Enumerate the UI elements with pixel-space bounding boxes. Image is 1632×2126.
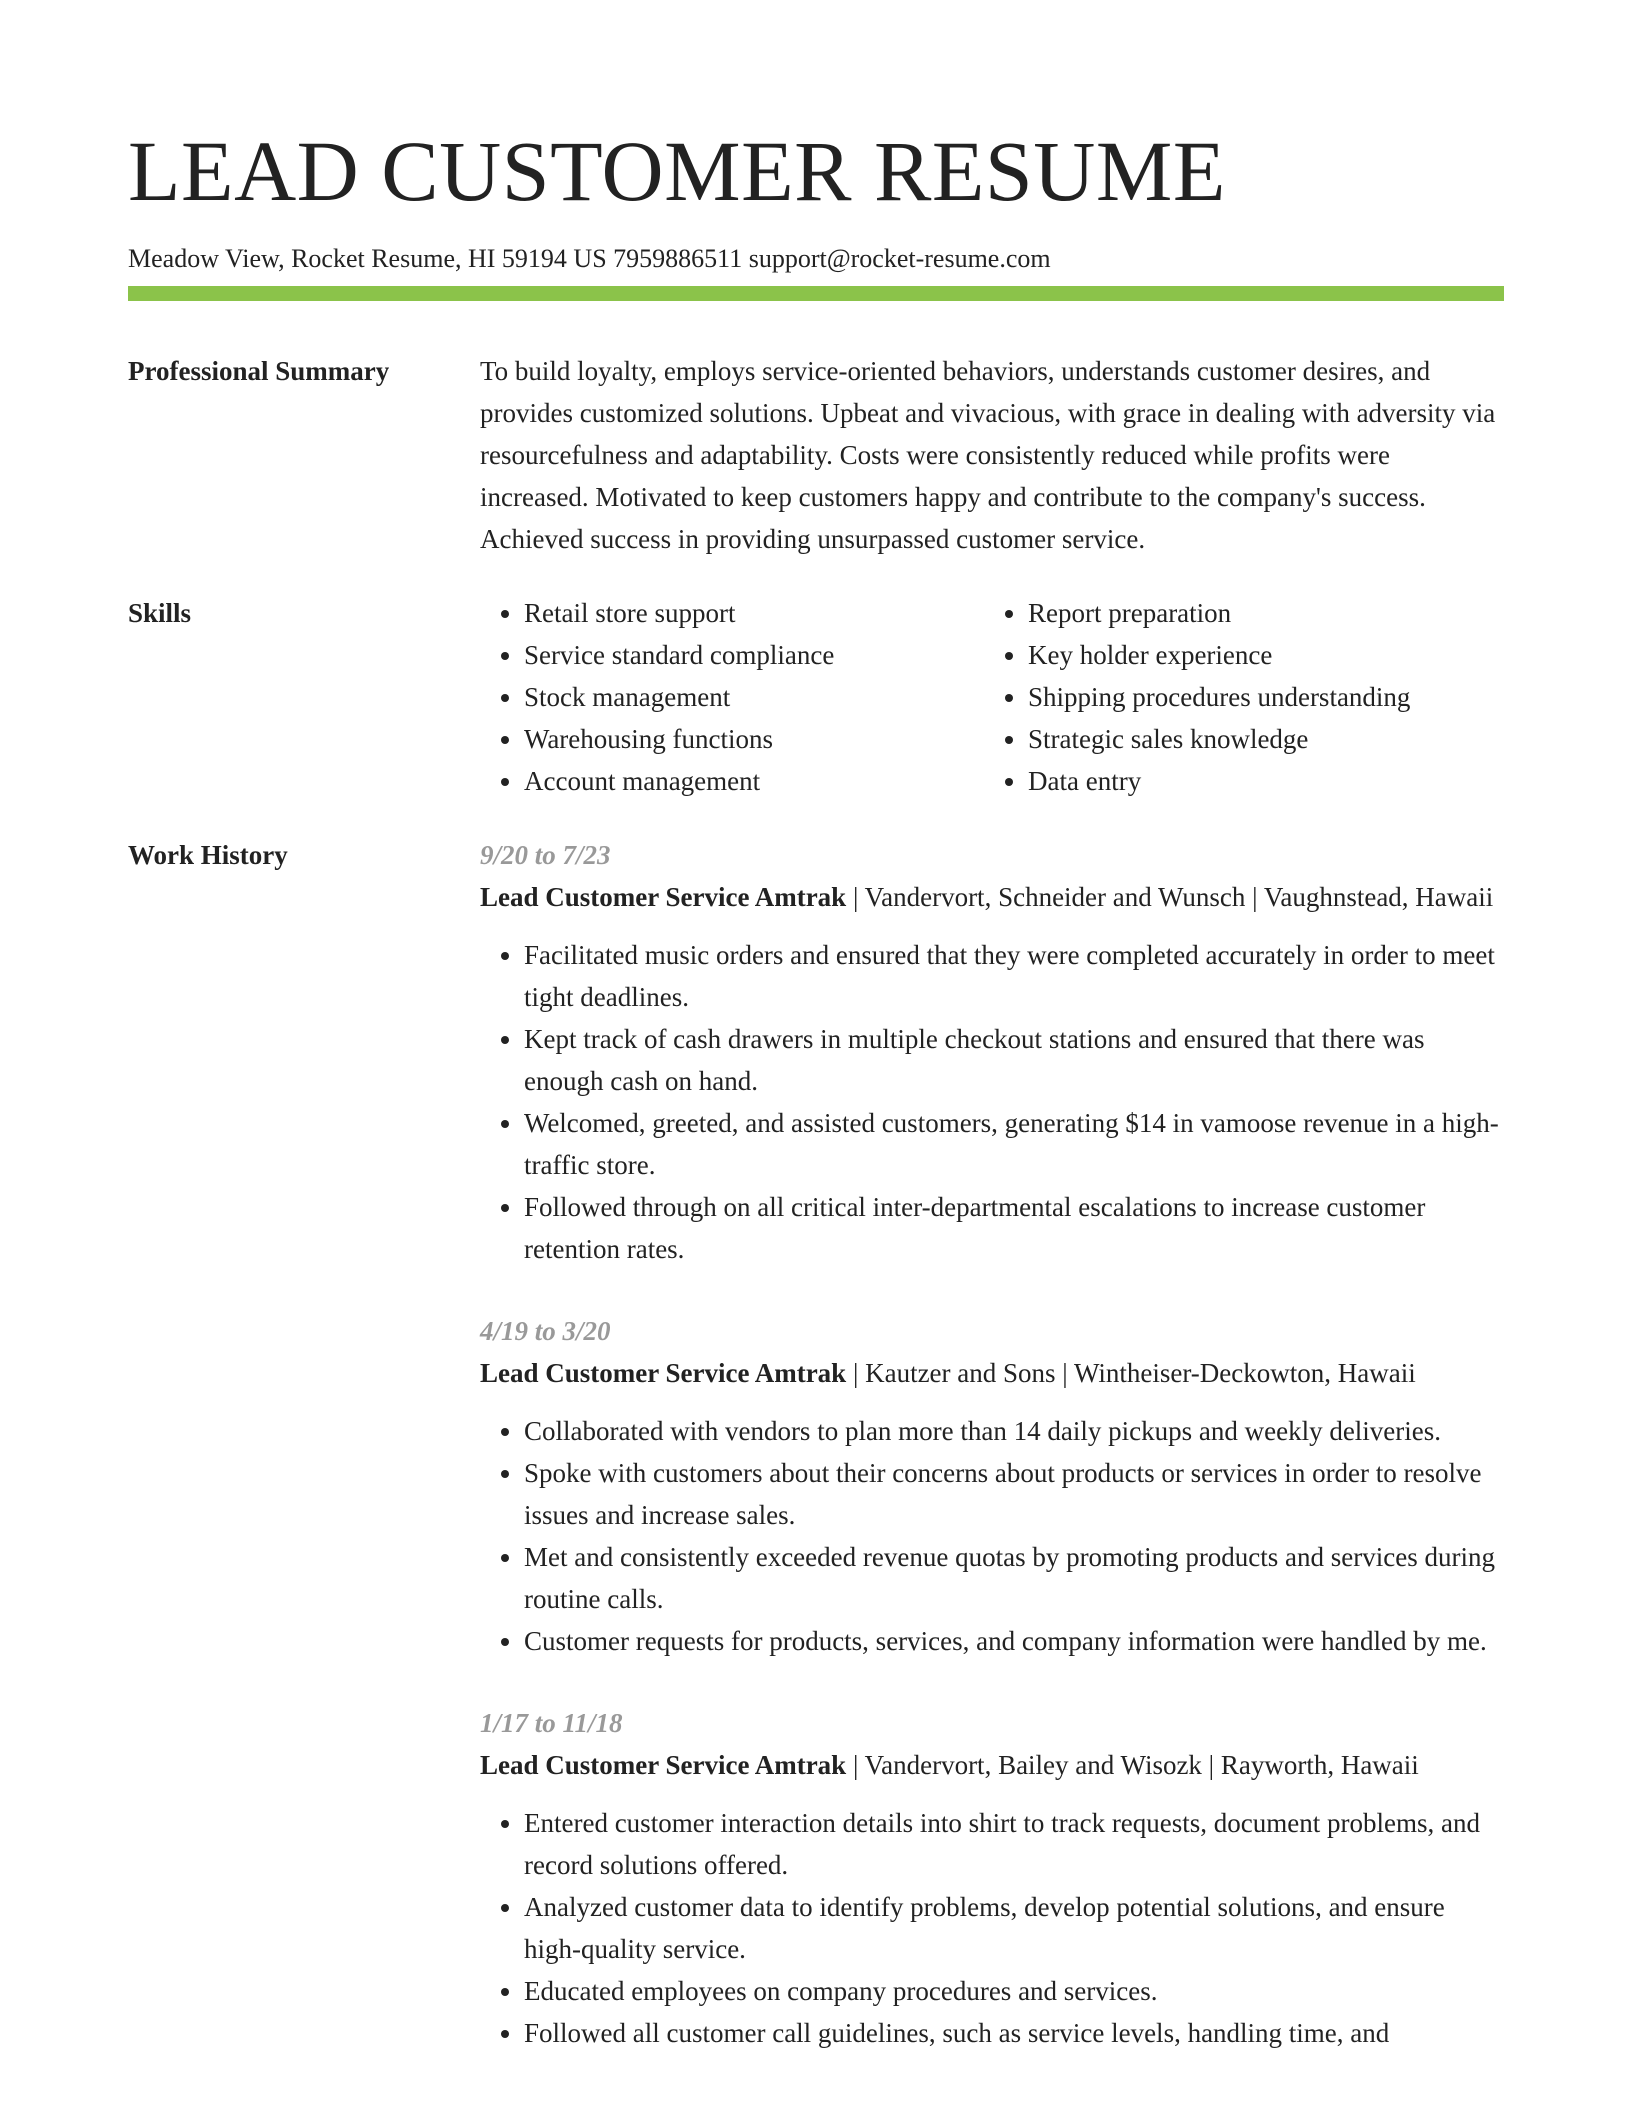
job-dates: 4/19 to 3/20 [480, 1316, 611, 1346]
skill-item: • Strategic sales knowledge [1028, 718, 1488, 760]
job-dates: 1/17 to 11/18 [480, 1708, 623, 1738]
job-bullet: • Followed all customer call guidelines, such as service levels, handling time, and [524, 2012, 1504, 2054]
skill-item: • Shipping procedures understanding [1028, 676, 1488, 718]
job-bullets [480, 934, 1504, 1270]
skill-item: • Data entry [1028, 760, 1488, 802]
job-entry [480, 1310, 1504, 1662]
job-details: | Kautzer and Sons | Wintheiser-Deckowton, Hawaii [846, 1358, 1416, 1388]
job-title-line [480, 1352, 1504, 1394]
skills-column-2 [984, 592, 1488, 802]
section-label-skills: Skills [128, 598, 192, 628]
resume-header [128, 118, 1504, 276]
skill-item: • Stock management [524, 676, 984, 718]
section-label-work-history: Work History [128, 840, 288, 870]
skills-column-1 [480, 592, 984, 802]
section-label-summary: Professional Summary [128, 356, 390, 386]
job-bullets [480, 1802, 1504, 2054]
summary-text: To build loyalty, employs service-oriented behaviors, understands customer desires, and provides customized solutions. Upbeat and vivacious, with grace in dealing with adversity via resourcefulness and adaptability. Costs were consistently reduced while profits were increased. Motivated to keep customers happy and contribute to the company's success. Achieved success in providing unsurpassed customer service. [480, 356, 1496, 554]
job-bullet: • Kept track of cash drawers in multiple checkout stations and ensured that there was enough cash on hand. [524, 1018, 1504, 1102]
accent-divider [128, 286, 1504, 301]
job-dates: 9/20 to 7/23 [480, 840, 611, 870]
job-title: Lead Customer Service Amtrak [480, 1358, 847, 1388]
skill-item: • Report preparation [1028, 592, 1488, 634]
job-bullets [480, 1410, 1504, 1662]
skill-item: • Key holder experience [1028, 634, 1488, 676]
job-bullet: • Met and consistently exceeded revenue quotas by promoting products and services during routine calls. [524, 1536, 1504, 1620]
resume-title: LEAD CUSTOMER RESUME [128, 123, 1226, 219]
job-entry [480, 834, 1504, 1270]
skill-item: • Account management [524, 760, 984, 802]
work-history-section [128, 834, 1504, 2094]
summary-section [128, 350, 1504, 560]
job-title: Lead Customer Service Amtrak [480, 882, 847, 912]
skill-item: • Service standard compliance [524, 634, 984, 676]
job-bullet: • Educated employees on company procedures and services. [524, 1970, 1504, 2012]
job-bullet: • Welcomed, greeted, and assisted customers, generating $14 in vamoose revenue in a high-traffic store. [524, 1102, 1504, 1186]
job-bullet: • Customer requests for products, services, and company information were handled by me. [524, 1620, 1504, 1662]
contact-address: Meadow View, Rocket Resume, HI 59194 US [128, 244, 614, 273]
contact-email: support@rocket-resume.com [748, 244, 1051, 273]
job-title-line [480, 876, 1504, 918]
skill-item: • Retail store support [524, 592, 984, 634]
job-bullet: • Analyzed customer data to identify problems, develop potential solutions, and ensure high-quality service. [524, 1886, 1504, 1970]
contact-line [128, 242, 1504, 276]
job-bullet: • Spoke with customers about their concerns about products or services in order to resolve issues and increase sales. [524, 1452, 1504, 1536]
job-bullet: • Followed through on all critical inter-departmental escalations to increase customer retention rates. [524, 1186, 1504, 1270]
job-title: Lead Customer Service Amtrak [480, 1750, 847, 1780]
skills-section [128, 592, 1504, 802]
resume-content [128, 350, 1504, 2126]
job-bullet: • Collaborated with vendors to plan more than 14 daily pickups and weekly deliveries. [524, 1410, 1504, 1452]
skill-item: • Warehousing functions [524, 718, 984, 760]
job-title-line [480, 1744, 1504, 1786]
job-details: | Vandervort, Bailey and Wisozk | Rayworth, Hawaii [846, 1750, 1419, 1780]
contact-phone: 7959886511 [613, 244, 749, 273]
job-details: | Vandervort, Schneider and Wunsch | Vaughnstead, Hawaii [846, 882, 1494, 912]
job-bullet: • Facilitated music orders and ensured that they were completed accurately in order to meet tight deadlines. [524, 934, 1504, 1018]
job-bullet: • Entered customer interaction details into shirt to track requests, document problems, and record solutions offered. [524, 1802, 1504, 1886]
job-entry [480, 1702, 1504, 2054]
